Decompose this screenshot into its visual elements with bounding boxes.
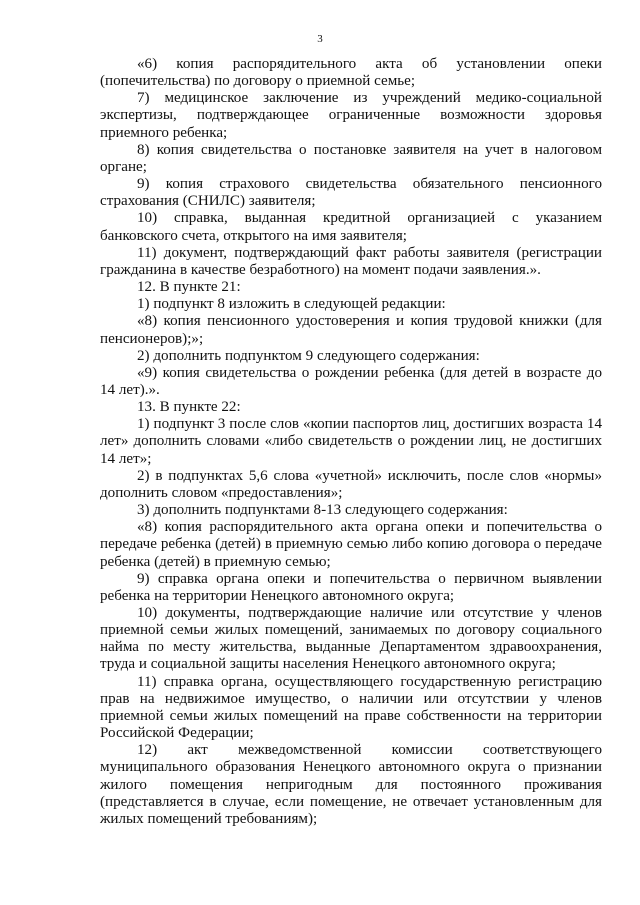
paragraph-quote-8: «8) копия пенсионного удостоверения и копия трудовой книжки (для пенсионеров);»;	[100, 313, 602, 347]
paragraph-sub-3: 3) дополнить подпунктами 8-13 следующего содержания:	[137, 502, 508, 519]
paragraph-new-9: 9) справка органа опеки и попечительства о первичном выявлении ребенка на территории Ненецкого автономного округа;	[100, 570, 602, 604]
paragraph-item-8: 8) копия свидетельства о постановке заявителя на учет в налоговом органе;	[100, 141, 602, 175]
paragraph-quote-9: «9) копия свидетельства о рождении ребенка (для детей в возрасте до 14 лет).».	[100, 364, 602, 398]
section-heading-12: 12. В пункте 21:	[137, 279, 241, 296]
paragraph-new-12: 12) акт межведомственной комиссии соответствующего муниципального образования Ненецкого автономного округа о признании жилого помещения непригодным для постоянного проживания (представляется в случае, если помещение, не отвечает установленным для жилых помещений требованиям);	[100, 742, 602, 827]
paragraph-sub-2: 2) дополнить подпунктом 9 следующего содержания:	[137, 347, 480, 364]
paragraph-new-10: 10) документы, подтверждающие наличие или отсутствие у членов приемной семьи жилых помещений, занимаемых по договору социального найма по месту жительства, выданные Департаментом здравоохранения, труда и социальной защиты населения Ненецкого автономного округа;	[100, 605, 602, 673]
paragraph-new-8: «8) копия распорядительного акта органа опеки и попечительства о передаче ребенка (детей) в приемную семью либо копию договора о передаче ребенка (детей) в приемную семью;	[100, 519, 602, 570]
document-body	[100, 56, 602, 828]
paragraph-item-10: 10) справка, выданная кредитной организацией с указанием банковского счета, открытого на имя заявителя;	[100, 210, 602, 244]
paragraph-item-7: 7) медицинское заключение из учреждений медико-социальной экспертизы, подтверждающее ограниченные возможности здоровья приемного ребенка;	[100, 90, 602, 141]
page-number: 3	[317, 33, 323, 45]
section-heading-13: 13. В пункте 22:	[137, 399, 241, 416]
paragraph-item-11: 11) документ, подтверждающий факт работы заявителя (регистрации гражданина в качестве безработного) на момент подачи заявления.».	[100, 244, 602, 278]
paragraph-sub-2-b: 2) в подпунктах 5,6 слова «учетной» исключить, после слов «нормы» дополнить словом «предоставления»;	[100, 467, 602, 501]
paragraph-sub-1: 1) подпункт 8 изложить в следующей редакции:	[137, 296, 446, 313]
paragraph-new-11: 11) справка органа, осуществляющего государственную регистрацию прав на недвижимое имущество, о наличии или отсутствии у членов приемной семьи жилых помещений на праве собственности на территории Российской Федерации;	[100, 673, 602, 742]
paragraph-item-9: 9) копия страхового свидетельства обязательного пенсионного страхования (СНИЛС) заявителя;	[100, 176, 602, 210]
paragraph-sub-1-b: 1) подпункт 3 после слов «копии паспортов лиц, достигших возраста 14 лет» дополнить словами «либо свидетельств о рождении лиц, не достигших 14 лет»;	[100, 416, 602, 467]
paragraph-item-6: «6) копия распорядительного акта об установлении опеки (попечительства) по договору о приемной семье;	[100, 56, 602, 90]
